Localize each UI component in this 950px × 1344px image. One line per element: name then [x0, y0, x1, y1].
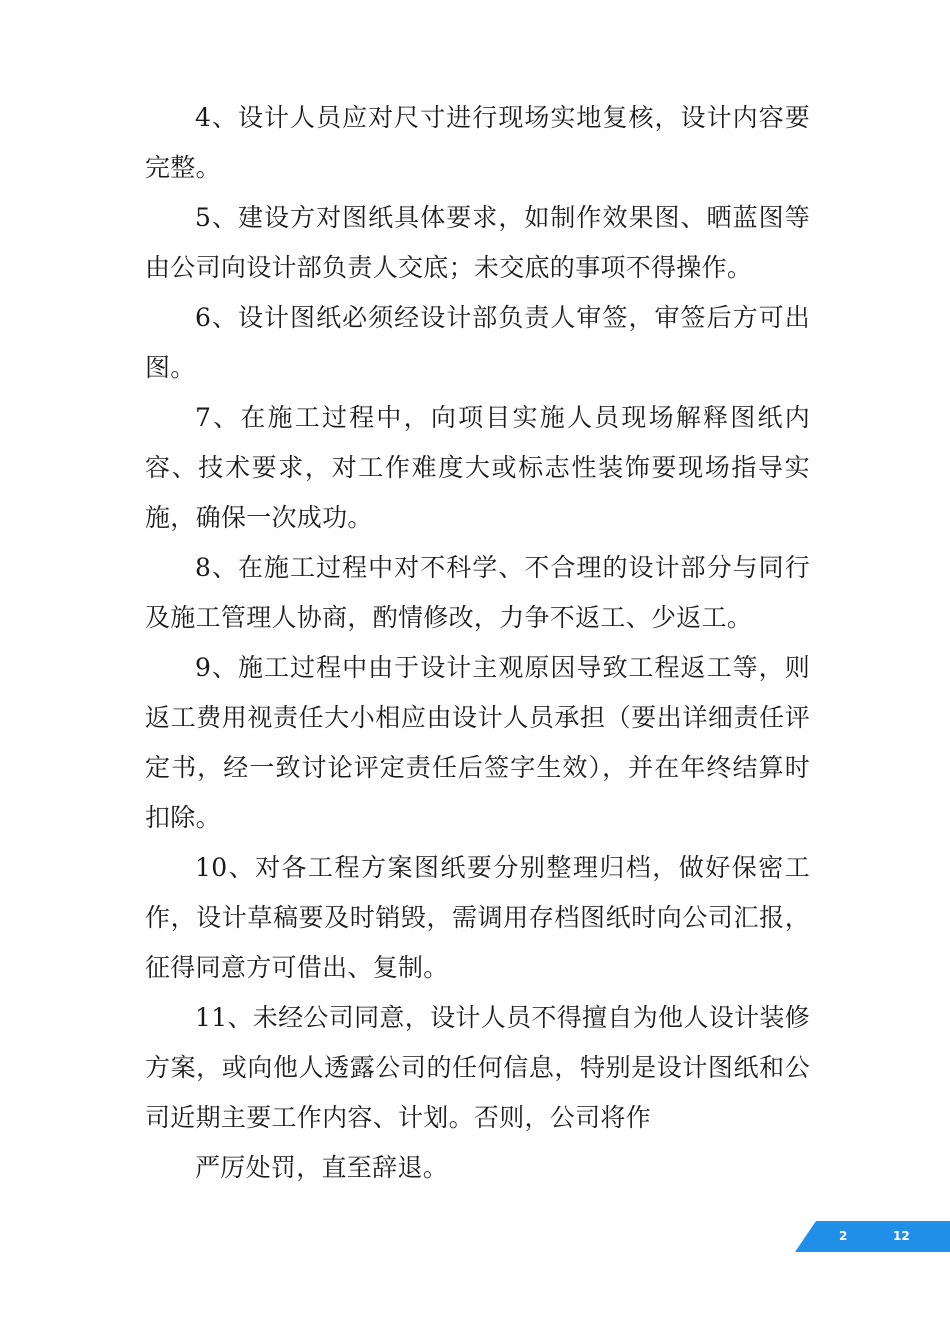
paragraph-item-7: 7、在施工过程中，向项目实施人员现场解释图纸内容、技术要求，对工作难度大或标志性装饰要现场指导实施，确保一次成功。: [145, 403, 810, 532]
current-page-number: 2: [839, 1229, 848, 1243]
paragraph-item-6: 6、设计图纸必须经设计部负责人审签，审签后方可出图。: [145, 303, 810, 382]
paragraph-item-8: 8、在施工过程中对不科学、不合理的设计部分与同行及施工管理人协商，酌情修改，力争不返工、少返工。: [145, 553, 810, 632]
paragraph-continuation: 严厉处罚，直至辞退。: [195, 1153, 449, 1182]
paragraph-item-5: 5、建设方对图纸具体要求，如制作效果图、晒蓝图等由公司向设计部负责人交底；未交底的事项不得操作。: [145, 203, 810, 282]
paragraph-item-4: 4、设计人员应对尺寸进行现场实地复核，设计内容要完整。: [145, 103, 810, 182]
footer-accent-band: [795, 1221, 950, 1252]
paragraph-item-11: 11、未经公司同意，设计人员不得擅自为他人设计装修方案，或向他人透露公司的任何信息，特别是设计图纸和公司近期主要工作内容、计划。否则，公司将作: [145, 1003, 810, 1132]
document-body: [145, 93, 810, 1193]
paragraph-item-9: 9、施工过程中由于设计主观原因导致工程返工等，则返工费用视责任大小相应由设计人员承担（要出详细责任评定书，经一致讨论评定责任后签字生效），并在年终结算时扣除。: [145, 653, 810, 832]
paragraph-item-10: 10、对各工程方案图纸要分别整理归档，做好保密工作，设计草稿要及时销毁，需调用存档图纸时向公司汇报，征得同意方可借出、复制。: [145, 853, 810, 982]
page-number-footer: [795, 1221, 950, 1252]
total-pages-number: 12: [893, 1229, 910, 1243]
